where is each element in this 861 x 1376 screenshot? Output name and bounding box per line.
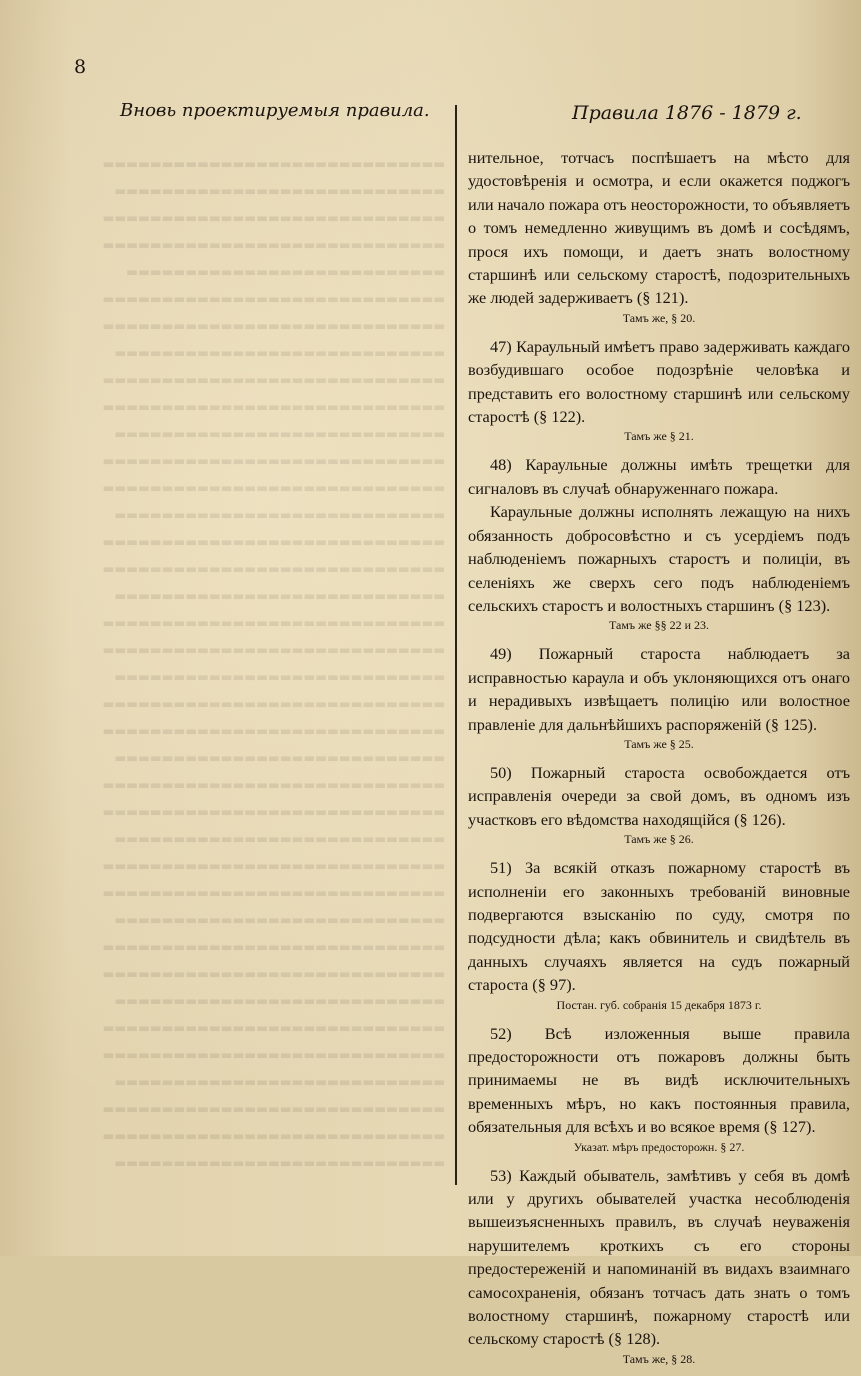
column-divider	[455, 105, 457, 1185]
right-column-heading: Правила 1876 - 1879 г.	[572, 102, 802, 124]
paragraph-52: 52) Всѣ изложенныя выше правила предосторожности отъ пожаровъ должны быть принимаемы не въ видѣ исключительныхъ временныхъ мѣръ, но какъ постоянныя правила, обязательныя для всѣхъ и во всякое время (§ 127).	[468, 1023, 850, 1137]
source-note: Тамъ же § 25.	[624, 736, 694, 751]
paragraph-48-cont: Караульные должны исполнять лежащую на нихъ обязанность добросовѣстно и съ усердіемъ подъ наблюденіемъ пожарныхъ старостъ и полиціи, въ селеніяхъ же сверхъ сего подъ наблюденіемъ сельскихъ старостъ и волостныхъ старшинъ (§ 123).	[468, 502, 850, 615]
source-note: Тамъ же § 21.	[624, 429, 694, 444]
source-note: Тамъ же, § 20.	[622, 310, 696, 325]
paragraph-47: 47) Караульный имѣетъ право задерживать каждаго возбудившаго особое подозрѣніе человѣка и представить его волостному старшинѣ или сельскому старостѣ (§ 122).	[468, 336, 850, 427]
right-column-text	[468, 146, 850, 1376]
source-note: Постан. губ. собранія 15 декабря 1873 г.	[556, 997, 762, 1012]
page-number: 8	[74, 56, 87, 78]
source-note: Тамъ же § 26.	[624, 832, 694, 847]
paragraph-51: 51) За всякій отказъ пожарному старостѣ въ исполненіи его законныхъ требованій виновные подвергаются взысканію по суду, смотря по подсудности дѣла; какъ обвинитель и свидѣтель въ данныхъ случаяхъ является на судъ пожарный староста (§ 97).	[468, 858, 850, 995]
paragraph-53: 53) Каждый обыватель, замѣтивъ у себя въ домѣ или у другихъ обывателей участка несоблюденія вышеизъясненныхъ правилъ, въ случаѣ неуваженія нарушителемъ кроткихъ съ его стороны предостереженій и напоминаній въ видахъ взаимнаго самосохраненія, обязанъ тотчасъ дать знать о томъ волостному старшинѣ, пожарному старостѣ или сельскому старостѣ (§ 128).	[468, 1165, 850, 1349]
source-note: Тамъ же, § 28.	[622, 1351, 696, 1366]
bleed-through-text: ▬▬▬▬▬▬▬▬▬▬▬▬▬▬▬▬▬▬▬▬▬▬▬▬▬▬▬▬▬ ▬▬▬▬▬▬▬▬▬▬▬▬▬▬▬▬▬▬▬▬▬▬▬▬▬▬▬▬ ▬▬▬▬▬▬▬▬▬▬▬▬▬▬▬▬▬▬▬▬▬▬▬▬▬▬▬▬▬ ▬▬▬▬▬▬▬▬▬▬▬▬▬▬▬▬▬▬▬▬▬▬▬▬▬▬▬▬▬ ▬▬▬▬▬▬▬▬▬▬▬▬▬▬▬▬▬▬▬▬▬▬▬▬▬▬▬ ▬▬▬▬▬▬▬▬▬▬▬▬▬▬▬▬▬▬▬▬▬▬▬▬▬▬▬▬▬ ▬▬▬▬▬▬▬▬▬▬▬▬▬▬▬▬▬▬▬▬▬▬▬▬▬▬▬▬▬ ▬▬▬▬▬▬▬▬▬▬▬▬▬▬▬▬▬▬▬▬▬▬▬▬▬▬▬▬ ▬▬▬▬▬▬▬▬▬▬▬▬▬▬▬▬▬▬▬▬▬▬▬▬▬▬▬▬▬ ▬▬▬▬▬▬▬▬▬▬▬▬▬▬▬▬▬▬▬▬▬▬▬▬▬▬▬▬▬ ▬▬▬▬▬▬▬▬▬▬▬▬▬▬▬▬▬▬▬▬▬▬▬▬▬▬▬▬ ▬▬▬▬▬▬▬▬▬▬▬▬▬▬▬▬▬▬▬▬▬▬▬▬▬▬▬▬▬ ▬▬▬▬▬▬▬▬▬▬▬▬▬▬▬▬▬▬▬▬▬▬▬▬▬▬▬▬▬ ▬▬▬▬▬▬▬▬▬▬▬▬▬▬▬▬▬▬▬▬▬▬▬▬▬▬▬▬ ▬▬▬▬▬▬▬▬▬▬▬▬▬▬▬▬▬▬▬▬▬▬▬▬▬▬▬▬▬ ▬▬▬▬▬▬▬▬▬▬▬▬▬▬▬▬▬▬▬▬▬▬▬▬▬▬▬▬▬ ▬▬▬▬▬▬▬▬▬▬▬▬▬▬▬▬▬▬▬▬▬▬▬▬▬▬▬▬ ▬▬▬▬▬▬▬▬▬▬▬▬▬▬▬▬▬▬▬▬▬▬▬▬▬▬▬▬▬ ▬▬▬▬▬▬▬▬▬▬▬▬▬▬▬▬▬▬▬▬▬▬▬▬▬▬▬▬▬ ▬▬▬▬▬▬▬▬▬▬▬▬▬▬▬▬▬▬▬▬▬▬▬▬▬▬▬▬ ▬▬▬▬▬▬▬▬▬▬▬▬▬▬▬▬▬▬▬▬▬▬▬▬▬▬▬▬▬ ▬▬▬▬▬▬▬▬▬▬▬▬▬▬▬▬▬▬▬▬▬▬▬▬▬▬▬▬▬ ▬▬▬▬▬▬▬▬▬▬▬▬▬▬▬▬▬▬▬▬▬▬▬▬▬▬▬▬ ▬▬▬▬▬▬▬▬▬▬▬▬▬▬▬▬▬▬▬▬▬▬▬▬▬▬▬▬▬ ▬▬▬▬▬▬▬▬▬▬▬▬▬▬▬▬▬▬▬▬▬▬▬▬▬▬▬▬▬ ▬▬▬▬▬▬▬▬▬▬▬▬▬▬▬▬▬▬▬▬▬▬▬▬▬▬▬▬ ▬▬▬▬▬▬▬▬▬▬▬▬▬▬▬▬▬▬▬▬▬▬▬▬▬▬▬▬▬ ▬▬▬▬▬▬▬▬▬▬▬▬▬▬▬▬▬▬▬▬▬▬▬▬▬▬▬▬▬ ▬▬▬▬▬▬▬▬▬▬▬▬▬▬▬▬▬▬▬▬▬▬▬▬▬▬▬▬ ▬▬▬▬▬▬▬▬▬▬▬▬▬▬▬▬▬▬▬▬▬▬▬▬▬▬▬▬▬ ▬▬▬▬▬▬▬▬▬▬▬▬▬▬▬▬▬▬▬▬▬▬▬▬▬▬▬▬▬ ▬▬▬▬▬▬▬▬▬▬▬▬▬▬▬▬▬▬▬▬▬▬▬▬▬▬▬▬ ▬▬▬▬▬▬▬▬▬▬▬▬▬▬▬▬▬▬▬▬▬▬▬▬▬▬▬▬▬ ▬▬▬▬▬▬▬▬▬▬▬▬▬▬▬▬▬▬▬▬▬▬▬▬▬▬▬▬▬ ▬▬▬▬▬▬▬▬▬▬▬▬▬▬▬▬▬▬▬▬▬▬▬▬▬▬▬▬ ▬▬▬▬▬▬▬▬▬▬▬▬▬▬▬▬▬▬▬▬▬▬▬▬▬▬▬▬▬ ▬▬▬▬▬▬▬▬▬▬▬▬▬▬▬▬▬▬▬▬▬▬▬▬▬▬▬▬▬ ▬▬▬▬▬▬▬▬▬▬▬▬▬▬▬▬▬▬▬▬▬▬▬▬▬▬▬▬	[102, 156, 445, 1170]
paragraph-continuation: нительное, тотчасъ поспѣшаетъ на мѣсто для удостовѣренія и осмотра, и если окажется поджогъ или начало пожара отъ неосторожности, то объявляетъ о томъ немедленно живущимъ въ домѣ и сосѣдямъ, прося ихъ помощи, и даетъ знать волостному старшинѣ или сельскому старостѣ, подозрительныхъ же людей задерживаетъ (§ 121).	[468, 148, 850, 308]
source-note: Указат. мѣръ предосторожн. § 27.	[573, 1139, 745, 1154]
paragraph-49: 49) Пожарный староста наблюдаетъ за исправностью караула и объ уклоняющихся отъ онаго и нерадивыхъ извѣщаетъ полицію или волостное правленіе для дальнѣйшихъ распоряженій (§ 125).	[468, 644, 850, 734]
left-column-heading: Вновь проектируемыя правила.	[120, 100, 430, 121]
paragraph-50: 50) Пожарный староста освобождается отъ исправленія очереди за свой домъ, въ одномъ изъ участковъ его вѣдомства находящійся (§ 126).	[468, 762, 850, 829]
paragraph-48: 48) Караульные должны имѣть трещетки для сигналовъ въ случаѣ обнаруженнаго пожара.	[468, 455, 850, 498]
source-note: Тамъ же §§ 22 и 23.	[608, 618, 710, 633]
